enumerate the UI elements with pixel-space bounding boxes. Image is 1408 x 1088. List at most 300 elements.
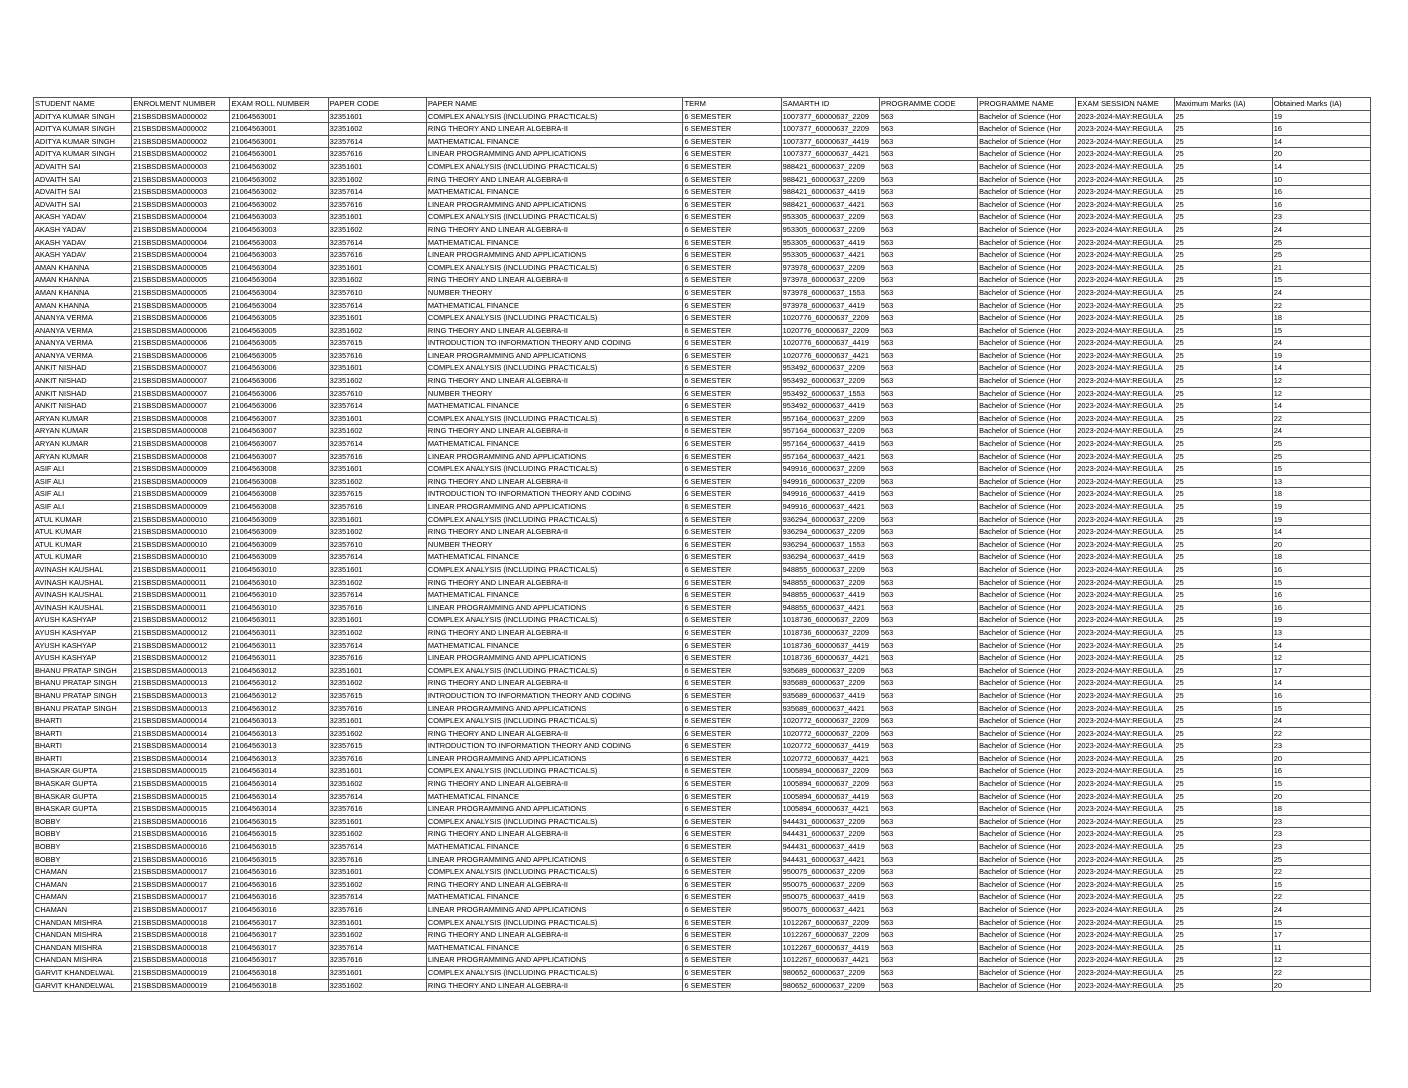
roll-number-cell: 21064563009 xyxy=(230,551,328,564)
student-name-cell: AMAN KHANNA xyxy=(34,286,132,299)
max-marks-cell: 25 xyxy=(1174,299,1272,312)
paper-code-cell: 32357616 xyxy=(328,904,426,917)
roll-number-cell: 21064563010 xyxy=(230,589,328,602)
student-name-cell: ANANYA VERMA xyxy=(34,337,132,350)
enrolment-cell: 21SBSDBSMA000007 xyxy=(132,375,230,388)
max-marks-cell: 25 xyxy=(1174,891,1272,904)
max-marks-cell: 25 xyxy=(1174,475,1272,488)
max-marks-cell: 25 xyxy=(1174,362,1272,375)
paper-code-cell: 32351602 xyxy=(328,677,426,690)
obtained-marks-cell: 12 xyxy=(1272,954,1370,967)
enrolment-cell: 21SBSDBSMA000010 xyxy=(132,538,230,551)
samarth-id-cell: 973978_60000637_2209 xyxy=(781,261,879,274)
student-name-cell: BHARTI xyxy=(34,740,132,753)
programme-name-cell: Bachelor of Science (Hor xyxy=(978,576,1076,589)
roll-number-cell: 21064563007 xyxy=(230,450,328,463)
term-cell: 6 SEMESTER xyxy=(683,677,781,690)
samarth-id-cell: 1012267_60000637_4419 xyxy=(781,941,879,954)
programme-name-cell: Bachelor of Science (Hor xyxy=(978,387,1076,400)
roll-number-cell: 21064563003 xyxy=(230,223,328,236)
paper-code-cell: 32351601 xyxy=(328,715,426,728)
table-row xyxy=(34,904,1371,917)
programme-name-cell: Bachelor of Science (Hor xyxy=(978,450,1076,463)
samarth-id-cell: 1007377_60000637_4421 xyxy=(781,148,879,161)
paper-name-cell: LINEAR PROGRAMMING AND APPLICATIONS xyxy=(426,752,683,765)
table-row xyxy=(34,639,1371,652)
programme-name-cell: Bachelor of Science (Hor xyxy=(978,778,1076,791)
paper-name-cell: LINEAR PROGRAMMING AND APPLICATIONS xyxy=(426,702,683,715)
obtained-marks-cell: 23 xyxy=(1272,828,1370,841)
roll-number-cell: 21064563007 xyxy=(230,412,328,425)
student-name-cell: BHARTI xyxy=(34,727,132,740)
student-name-cell: GARVIT KHANDELWAL xyxy=(34,979,132,992)
student-name-cell: AVINASH KAUSHAL xyxy=(34,576,132,589)
session-cell: 2023-2024-MAY:REGULA xyxy=(1076,501,1174,514)
session-cell: 2023-2024-MAY:REGULA xyxy=(1076,740,1174,753)
samarth-id-cell: 950075_60000637_4421 xyxy=(781,904,879,917)
programme-name-cell: Bachelor of Science (Hor xyxy=(978,412,1076,425)
session-cell: 2023-2024-MAY:REGULA xyxy=(1076,891,1174,904)
session-cell: 2023-2024-MAY:REGULA xyxy=(1076,815,1174,828)
session-cell: 2023-2024-MAY:REGULA xyxy=(1076,249,1174,262)
student-name-cell: ANANYA VERMA xyxy=(34,349,132,362)
programme-name-cell: Bachelor of Science (Hor xyxy=(978,538,1076,551)
table-row xyxy=(34,173,1371,186)
paper-name-cell: RING THEORY AND LINEAR ALGEBRA-II xyxy=(426,878,683,891)
samarth-id-cell: 988421_60000637_2209 xyxy=(781,160,879,173)
student-name-cell: ADITYA KUMAR SINGH xyxy=(34,148,132,161)
table-row xyxy=(34,362,1371,375)
programme-code-cell: 563 xyxy=(879,513,977,526)
paper-name-cell: NUMBER THEORY xyxy=(426,387,683,400)
obtained-marks-cell: 13 xyxy=(1272,626,1370,639)
term-cell: 6 SEMESTER xyxy=(683,438,781,451)
roll-number-cell: 21064563010 xyxy=(230,576,328,589)
obtained-marks-cell: 23 xyxy=(1272,841,1370,854)
paper-name-cell: COMPLEX ANALYSIS (INCLUDING PRACTICALS) xyxy=(426,563,683,576)
session-cell: 2023-2024-MAY:REGULA xyxy=(1076,450,1174,463)
enrolment-cell: 21SBSDBSMA000005 xyxy=(132,286,230,299)
programme-name-cell: Bachelor of Science (Hor xyxy=(978,941,1076,954)
table-row xyxy=(34,689,1371,702)
max-marks-cell: 25 xyxy=(1174,337,1272,350)
paper-code-cell: 32357614 xyxy=(328,135,426,148)
programme-code-cell: 563 xyxy=(879,135,977,148)
enrolment-cell: 21SBSDBSMA000016 xyxy=(132,828,230,841)
programme-code-cell: 563 xyxy=(879,614,977,627)
enrolment-cell: 21SBSDBSMA000007 xyxy=(132,362,230,375)
obtained-marks-cell: 14 xyxy=(1272,677,1370,690)
header-cell: Maximum Marks (IA) xyxy=(1174,98,1272,111)
roll-number-cell: 21064563012 xyxy=(230,664,328,677)
paper-code-cell: 32357616 xyxy=(328,803,426,816)
obtained-marks-cell: 18 xyxy=(1272,488,1370,501)
paper-name-cell: RING THEORY AND LINEAR ALGEBRA-II xyxy=(426,223,683,236)
roll-number-cell: 21064563015 xyxy=(230,853,328,866)
table-row xyxy=(34,349,1371,362)
programme-name-cell: Bachelor of Science (Hor xyxy=(978,438,1076,451)
obtained-marks-cell: 15 xyxy=(1272,778,1370,791)
term-cell: 6 SEMESTER xyxy=(683,828,781,841)
programme-name-cell: Bachelor of Science (Hor xyxy=(978,249,1076,262)
roll-number-cell: 21064563006 xyxy=(230,387,328,400)
roll-number-cell: 21064563005 xyxy=(230,312,328,325)
session-cell: 2023-2024-MAY:REGULA xyxy=(1076,904,1174,917)
max-marks-cell: 25 xyxy=(1174,601,1272,614)
table-row xyxy=(34,916,1371,929)
paper-name-cell: LINEAR PROGRAMMING AND APPLICATIONS xyxy=(426,198,683,211)
samarth-id-cell: 980652_60000637_2209 xyxy=(781,979,879,992)
term-cell: 6 SEMESTER xyxy=(683,261,781,274)
term-cell: 6 SEMESTER xyxy=(683,387,781,400)
enrolment-cell: 21SBSDBSMA000003 xyxy=(132,186,230,199)
paper-name-cell: NUMBER THEORY xyxy=(426,286,683,299)
paper-code-cell: 32351601 xyxy=(328,765,426,778)
samarth-id-cell: 953492_60000637_2209 xyxy=(781,362,879,375)
roll-number-cell: 21064563016 xyxy=(230,878,328,891)
roll-number-cell: 21064563011 xyxy=(230,626,328,639)
samarth-id-cell: 1020776_60000637_4421 xyxy=(781,349,879,362)
header-cell: TERM xyxy=(683,98,781,111)
max-marks-cell: 25 xyxy=(1174,501,1272,514)
programme-name-cell: Bachelor of Science (Hor xyxy=(978,966,1076,979)
programme-code-cell: 563 xyxy=(879,249,977,262)
term-cell: 6 SEMESTER xyxy=(683,299,781,312)
roll-number-cell: 21064563004 xyxy=(230,274,328,287)
programme-code-cell: 563 xyxy=(879,223,977,236)
max-marks-cell: 25 xyxy=(1174,249,1272,262)
session-cell: 2023-2024-MAY:REGULA xyxy=(1076,513,1174,526)
paper-name-cell: MATHEMATICAL FINANCE xyxy=(426,438,683,451)
paper-code-cell: 32357616 xyxy=(328,501,426,514)
paper-code-cell: 32357616 xyxy=(328,853,426,866)
programme-code-cell: 563 xyxy=(879,853,977,866)
paper-name-cell: RING THEORY AND LINEAR ALGEBRA-II xyxy=(426,677,683,690)
student-name-cell: BOBBY xyxy=(34,841,132,854)
programme-name-cell: Bachelor of Science (Hor xyxy=(978,740,1076,753)
enrolment-cell: 21SBSDBSMA000018 xyxy=(132,954,230,967)
student-name-cell: AVINASH KAUSHAL xyxy=(34,563,132,576)
term-cell: 6 SEMESTER xyxy=(683,740,781,753)
max-marks-cell: 25 xyxy=(1174,702,1272,715)
header-row xyxy=(34,98,1371,111)
enrolment-cell: 21SBSDBSMA000010 xyxy=(132,526,230,539)
table-row xyxy=(34,186,1371,199)
max-marks-cell: 25 xyxy=(1174,110,1272,123)
samarth-id-cell: 950075_60000637_4419 xyxy=(781,891,879,904)
enrolment-cell: 21SBSDBSMA000014 xyxy=(132,727,230,740)
table-row xyxy=(34,941,1371,954)
samarth-id-cell: 973978_60000637_1553 xyxy=(781,286,879,299)
samarth-id-cell: 936294_60000637_4419 xyxy=(781,551,879,564)
paper-name-cell: COMPLEX ANALYSIS (INCLUDING PRACTICALS) xyxy=(426,312,683,325)
table-row xyxy=(34,475,1371,488)
programme-code-cell: 563 xyxy=(879,211,977,224)
programme-name-cell: Bachelor of Science (Hor xyxy=(978,312,1076,325)
paper-code-cell: 32351602 xyxy=(328,375,426,388)
roll-number-cell: 21064563008 xyxy=(230,463,328,476)
table-row xyxy=(34,803,1371,816)
enrolment-cell: 21SBSDBSMA000006 xyxy=(132,324,230,337)
student-name-cell: BHASKAR GUPTA xyxy=(34,765,132,778)
enrolment-cell: 21SBSDBSMA000013 xyxy=(132,702,230,715)
student-name-cell: AKASH YADAV xyxy=(34,211,132,224)
max-marks-cell: 25 xyxy=(1174,236,1272,249)
session-cell: 2023-2024-MAY:REGULA xyxy=(1076,375,1174,388)
programme-name-cell: Bachelor of Science (Hor xyxy=(978,614,1076,627)
student-name-cell: BOBBY xyxy=(34,853,132,866)
obtained-marks-cell: 25 xyxy=(1272,438,1370,451)
max-marks-cell: 25 xyxy=(1174,261,1272,274)
enrolment-cell: 21SBSDBSMA000011 xyxy=(132,563,230,576)
roll-number-cell: 21064563013 xyxy=(230,740,328,753)
paper-code-cell: 32357616 xyxy=(328,954,426,967)
paper-code-cell: 32357614 xyxy=(328,236,426,249)
table-row xyxy=(34,626,1371,639)
obtained-marks-cell: 21 xyxy=(1272,261,1370,274)
roll-number-cell: 21064563001 xyxy=(230,110,328,123)
table-row xyxy=(34,828,1371,841)
header-cell: PROGRAMME CODE xyxy=(879,98,977,111)
student-name-cell: BHANU PRATAP SINGH xyxy=(34,689,132,702)
enrolment-cell: 21SBSDBSMA000008 xyxy=(132,438,230,451)
paper-code-cell: 32351601 xyxy=(328,664,426,677)
programme-name-cell: Bachelor of Science (Hor xyxy=(978,400,1076,413)
max-marks-cell: 25 xyxy=(1174,526,1272,539)
roll-number-cell: 21064563001 xyxy=(230,148,328,161)
table-row xyxy=(34,853,1371,866)
samarth-id-cell: 944431_60000637_4419 xyxy=(781,841,879,854)
obtained-marks-cell: 14 xyxy=(1272,639,1370,652)
paper-name-cell: RING THEORY AND LINEAR ALGEBRA-II xyxy=(426,375,683,388)
session-cell: 2023-2024-MAY:REGULA xyxy=(1076,929,1174,942)
programme-name-cell: Bachelor of Science (Hor xyxy=(978,148,1076,161)
marks-table xyxy=(33,97,1371,992)
samarth-id-cell: 953305_60000637_2209 xyxy=(781,223,879,236)
enrolment-cell: 21SBSDBSMA000015 xyxy=(132,778,230,791)
paper-name-cell: RING THEORY AND LINEAR ALGEBRA-II xyxy=(426,526,683,539)
max-marks-cell: 25 xyxy=(1174,375,1272,388)
enrolment-cell: 21SBSDBSMA000002 xyxy=(132,123,230,136)
roll-number-cell: 21064563007 xyxy=(230,438,328,451)
programme-name-cell: Bachelor of Science (Hor xyxy=(978,664,1076,677)
term-cell: 6 SEMESTER xyxy=(683,312,781,325)
max-marks-cell: 25 xyxy=(1174,652,1272,665)
max-marks-cell: 25 xyxy=(1174,941,1272,954)
term-cell: 6 SEMESTER xyxy=(683,702,781,715)
paper-code-cell: 32351601 xyxy=(328,312,426,325)
paper-code-cell: 32357616 xyxy=(328,752,426,765)
paper-code-cell: 32357610 xyxy=(328,286,426,299)
term-cell: 6 SEMESTER xyxy=(683,286,781,299)
term-cell: 6 SEMESTER xyxy=(683,626,781,639)
student-name-cell: CHANDAN MISHRA xyxy=(34,941,132,954)
session-cell: 2023-2024-MAY:REGULA xyxy=(1076,312,1174,325)
samarth-id-cell: 944431_60000637_2209 xyxy=(781,828,879,841)
paper-code-cell: 32351602 xyxy=(328,324,426,337)
table-row xyxy=(34,463,1371,476)
student-name-cell: BHANU PRATAP SINGH xyxy=(34,702,132,715)
student-name-cell: CHAMAN xyxy=(34,904,132,917)
programme-code-cell: 563 xyxy=(879,715,977,728)
roll-number-cell: 21064563016 xyxy=(230,866,328,879)
term-cell: 6 SEMESTER xyxy=(683,349,781,362)
table-row xyxy=(34,752,1371,765)
session-cell: 2023-2024-MAY:REGULA xyxy=(1076,160,1174,173)
roll-number-cell: 21064563005 xyxy=(230,349,328,362)
obtained-marks-cell: 10 xyxy=(1272,173,1370,186)
paper-code-cell: 32351602 xyxy=(328,425,426,438)
programme-code-cell: 563 xyxy=(879,400,977,413)
term-cell: 6 SEMESTER xyxy=(683,249,781,262)
session-cell: 2023-2024-MAY:REGULA xyxy=(1076,286,1174,299)
paper-code-cell: 32357616 xyxy=(328,349,426,362)
roll-number-cell: 21064563014 xyxy=(230,765,328,778)
programme-name-cell: Bachelor of Science (Hor xyxy=(978,198,1076,211)
student-name-cell: ANANYA VERMA xyxy=(34,312,132,325)
programme-code-cell: 563 xyxy=(879,375,977,388)
programme-code-cell: 563 xyxy=(879,601,977,614)
max-marks-cell: 25 xyxy=(1174,412,1272,425)
term-cell: 6 SEMESTER xyxy=(683,425,781,438)
session-cell: 2023-2024-MAY:REGULA xyxy=(1076,689,1174,702)
student-name-cell: BOBBY xyxy=(34,815,132,828)
samarth-id-cell: 1018736_60000637_2209 xyxy=(781,614,879,627)
programme-name-cell: Bachelor of Science (Hor xyxy=(978,639,1076,652)
programme-code-cell: 563 xyxy=(879,198,977,211)
session-cell: 2023-2024-MAY:REGULA xyxy=(1076,261,1174,274)
paper-code-cell: 32357614 xyxy=(328,400,426,413)
paper-name-cell: NUMBER THEORY xyxy=(426,538,683,551)
enrolment-cell: 21SBSDBSMA000004 xyxy=(132,249,230,262)
header-cell: PAPER NAME xyxy=(426,98,683,111)
paper-code-cell: 32357614 xyxy=(328,438,426,451)
table-row xyxy=(34,878,1371,891)
max-marks-cell: 25 xyxy=(1174,349,1272,362)
student-name-cell: ATUL KUMAR xyxy=(34,551,132,564)
paper-name-cell: COMPLEX ANALYSIS (INCLUDING PRACTICALS) xyxy=(426,966,683,979)
table-row xyxy=(34,501,1371,514)
obtained-marks-cell: 17 xyxy=(1272,664,1370,677)
enrolment-cell: 21SBSDBSMA000017 xyxy=(132,891,230,904)
session-cell: 2023-2024-MAY:REGULA xyxy=(1076,563,1174,576)
enrolment-cell: 21SBSDBSMA000002 xyxy=(132,110,230,123)
table-row xyxy=(34,375,1371,388)
enrolment-cell: 21SBSDBSMA000011 xyxy=(132,589,230,602)
table-row xyxy=(34,148,1371,161)
student-name-cell: ANKIT NISHAD xyxy=(34,375,132,388)
max-marks-cell: 25 xyxy=(1174,450,1272,463)
session-cell: 2023-2024-MAY:REGULA xyxy=(1076,438,1174,451)
max-marks-cell: 25 xyxy=(1174,488,1272,501)
programme-name-cell: Bachelor of Science (Hor xyxy=(978,236,1076,249)
obtained-marks-cell: 24 xyxy=(1272,904,1370,917)
term-cell: 6 SEMESTER xyxy=(683,186,781,199)
session-cell: 2023-2024-MAY:REGULA xyxy=(1076,966,1174,979)
paper-name-cell: INTRODUCTION TO INFORMATION THEORY AND CODING xyxy=(426,740,683,753)
paper-code-cell: 32357614 xyxy=(328,639,426,652)
programme-code-cell: 563 xyxy=(879,362,977,375)
obtained-marks-cell: 19 xyxy=(1272,614,1370,627)
programme-code-cell: 563 xyxy=(879,501,977,514)
max-marks-cell: 25 xyxy=(1174,803,1272,816)
max-marks-cell: 25 xyxy=(1174,513,1272,526)
roll-number-cell: 21064563009 xyxy=(230,538,328,551)
roll-number-cell: 21064563010 xyxy=(230,563,328,576)
table-row xyxy=(34,412,1371,425)
programme-code-cell: 563 xyxy=(879,677,977,690)
programme-code-cell: 563 xyxy=(879,866,977,879)
max-marks-cell: 25 xyxy=(1174,614,1272,627)
table-row xyxy=(34,387,1371,400)
programme-code-cell: 563 xyxy=(879,727,977,740)
programme-name-cell: Bachelor of Science (Hor xyxy=(978,815,1076,828)
term-cell: 6 SEMESTER xyxy=(683,148,781,161)
obtained-marks-cell: 14 xyxy=(1272,160,1370,173)
max-marks-cell: 25 xyxy=(1174,740,1272,753)
enrolment-cell: 21SBSDBSMA000014 xyxy=(132,740,230,753)
samarth-id-cell: 944431_60000637_2209 xyxy=(781,815,879,828)
enrolment-cell: 21SBSDBSMA000005 xyxy=(132,274,230,287)
table-row xyxy=(34,274,1371,287)
enrolment-cell: 21SBSDBSMA000018 xyxy=(132,929,230,942)
obtained-marks-cell: 20 xyxy=(1272,752,1370,765)
samarth-id-cell: 1020776_60000637_2209 xyxy=(781,324,879,337)
max-marks-cell: 25 xyxy=(1174,715,1272,728)
programme-name-cell: Bachelor of Science (Hor xyxy=(978,626,1076,639)
paper-code-cell: 32351602 xyxy=(328,828,426,841)
session-cell: 2023-2024-MAY:REGULA xyxy=(1076,236,1174,249)
table-row xyxy=(34,790,1371,803)
session-cell: 2023-2024-MAY:REGULA xyxy=(1076,765,1174,778)
session-cell: 2023-2024-MAY:REGULA xyxy=(1076,626,1174,639)
programme-name-cell: Bachelor of Science (Hor xyxy=(978,563,1076,576)
programme-code-cell: 563 xyxy=(879,954,977,967)
student-name-cell: AMAN KHANNA xyxy=(34,274,132,287)
programme-code-cell: 563 xyxy=(879,438,977,451)
term-cell: 6 SEMESTER xyxy=(683,652,781,665)
programme-name-cell: Bachelor of Science (Hor xyxy=(978,425,1076,438)
paper-name-cell: RING THEORY AND LINEAR ALGEBRA-II xyxy=(426,979,683,992)
student-name-cell: AKASH YADAV xyxy=(34,236,132,249)
session-cell: 2023-2024-MAY:REGULA xyxy=(1076,463,1174,476)
term-cell: 6 SEMESTER xyxy=(683,488,781,501)
programme-code-cell: 563 xyxy=(879,626,977,639)
term-cell: 6 SEMESTER xyxy=(683,904,781,917)
programme-name-cell: Bachelor of Science (Hor xyxy=(978,135,1076,148)
max-marks-cell: 25 xyxy=(1174,538,1272,551)
session-cell: 2023-2024-MAY:REGULA xyxy=(1076,916,1174,929)
enrolment-cell: 21SBSDBSMA000016 xyxy=(132,841,230,854)
enrolment-cell: 21SBSDBSMA000004 xyxy=(132,223,230,236)
programme-code-cell: 563 xyxy=(879,891,977,904)
samarth-id-cell: 948855_60000637_4419 xyxy=(781,589,879,602)
enrolment-cell: 21SBSDBSMA000004 xyxy=(132,211,230,224)
samarth-id-cell: 944431_60000637_4421 xyxy=(781,853,879,866)
enrolment-cell: 21SBSDBSMA000013 xyxy=(132,677,230,690)
roll-number-cell: 21064563014 xyxy=(230,803,328,816)
max-marks-cell: 25 xyxy=(1174,123,1272,136)
programme-code-cell: 563 xyxy=(879,966,977,979)
obtained-marks-cell: 19 xyxy=(1272,110,1370,123)
programme-name-cell: Bachelor of Science (Hor xyxy=(978,727,1076,740)
paper-name-cell: COMPLEX ANALYSIS (INCLUDING PRACTICALS) xyxy=(426,160,683,173)
max-marks-cell: 25 xyxy=(1174,778,1272,791)
roll-number-cell: 21064563005 xyxy=(230,324,328,337)
student-name-cell: AKASH YADAV xyxy=(34,223,132,236)
paper-name-cell: RING THEORY AND LINEAR ALGEBRA-II xyxy=(426,123,683,136)
term-cell: 6 SEMESTER xyxy=(683,223,781,236)
